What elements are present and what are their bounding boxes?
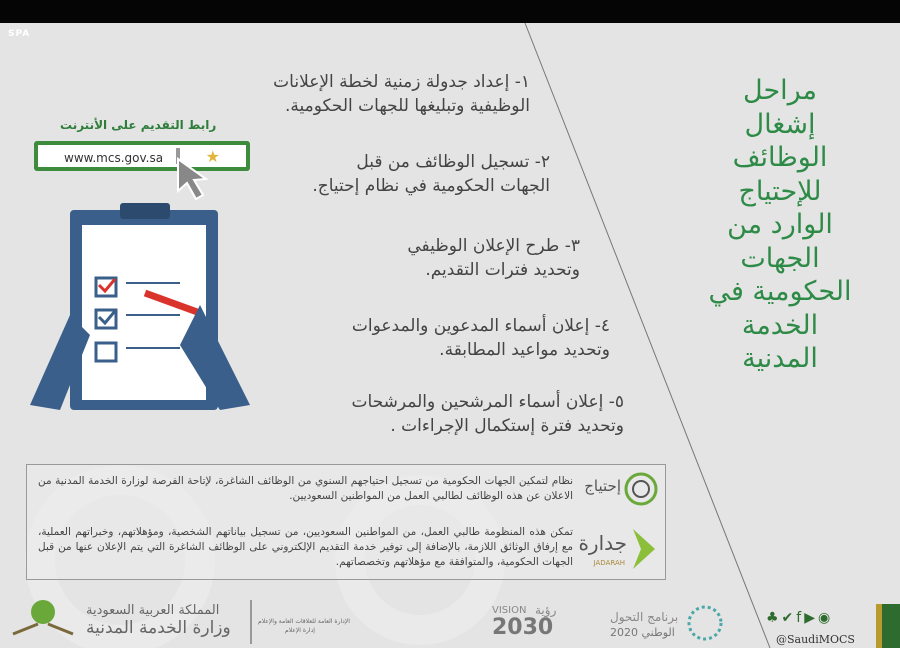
ntp-line1: برنامج التحول — [610, 610, 679, 624]
star-icon: ★ — [205, 147, 220, 166]
ministry-logo-icon — [8, 596, 78, 644]
jadarah-latin: JADARAH — [593, 559, 625, 567]
step-1 — [273, 70, 530, 118]
vision-en: VISION — [492, 605, 527, 616]
step-text: وتحديد فترات التقديم. — [425, 260, 580, 280]
systems-info-box — [26, 464, 666, 580]
step-text: الجهات الحكومية في نظام إحتياج. — [312, 176, 550, 196]
ihtiyaj-description: نظام لتمكين الجهات الحكومية من تسجيل احتياجهم السنوي من الوظائف الشاغرة، لإتاحة الفرصة لوزارة الخدمة المدنية من الاعلان عن هذه الوظائف لطالبي العمل من المواطنين السعوديين. — [38, 475, 573, 502]
step-2 — [312, 150, 550, 198]
step-text: ٤- إعلان أسماء المدعوين والمدعوات — [351, 316, 610, 336]
jadarah-logo-icon — [629, 525, 659, 573]
brand-stripe — [876, 604, 900, 648]
jadarah-name: جدارة — [578, 531, 627, 555]
footer-divider — [250, 600, 252, 644]
url-text[interactable]: www.mcs.gov.sa — [64, 151, 164, 165]
link-label: رابط التقديم على الأنترنت — [60, 118, 217, 132]
step-text: ١- إعداد جدولة زمنية لخطة الإعلانات — [273, 72, 530, 92]
ntp-line2: الوطني 2020 — [610, 626, 675, 639]
kingdom-name: المملكة العربية السعودية — [86, 603, 220, 618]
step-4 — [352, 314, 610, 362]
ihtiyaj-name: إحتياج — [584, 477, 621, 495]
ntp-logo-icon — [685, 602, 725, 644]
social-icons[interactable]: ♣✔f▶◉ — [766, 610, 834, 626]
step-text: الوظيفية وتبليغها للجهات الحكومية. — [284, 96, 530, 116]
step-text: وتحديد فترة إستكمال الإجراءات . — [390, 416, 624, 436]
clipboard-illustration — [30, 195, 260, 425]
page-title: مراحل إشغال الوظائف للإحتياج الوارد من الجهات الحكومية في الخدمة المدنية — [708, 75, 852, 374]
ihtiyaj-logo-icon — [623, 471, 659, 507]
vision-ar: رؤية — [535, 603, 557, 617]
twitter-handle[interactable]: @SaudiMOCS — [776, 633, 855, 646]
step-text: ٢- تسجيل الوظائف من قبل — [356, 152, 550, 172]
step-text: ٣- طرح الإعلان الوظيفي — [407, 236, 580, 256]
jadarah-description: تمكن هذه المنظومة طالبي العمل، من المواطنين السعوديين، من تسجيل بياناتهم الشخصية، ومؤهلاتهم، وخبراتهم العملية، مع إرفاق الوثائق اللازمة، بالإضافة إلى توفير خدمة التقديم الإلكتروني على الوظائف الشاغرة التي يتم الإعلان عنها من قبل الجهات الحكومية، والمتوافقة مع مؤهلاتهم وتخصصاتهم. — [38, 526, 573, 568]
step-text: وتحديد مواعيد المطابقة. — [439, 340, 610, 360]
agency-logo: SPA — [8, 29, 31, 39]
department-sub: إدارة الإعلام — [285, 627, 315, 634]
department-name: الإدارة العامة للعلاقات العامة والإعلام — [258, 618, 350, 625]
vision-year: 2030 — [492, 615, 554, 640]
step-5 — [352, 390, 624, 438]
ministry-name: وزارة الخدمة المدنية — [86, 618, 231, 638]
step-text: ٥- إعلان أسماء المرشحين والمرشحات — [351, 392, 624, 412]
step-3 — [407, 234, 580, 282]
